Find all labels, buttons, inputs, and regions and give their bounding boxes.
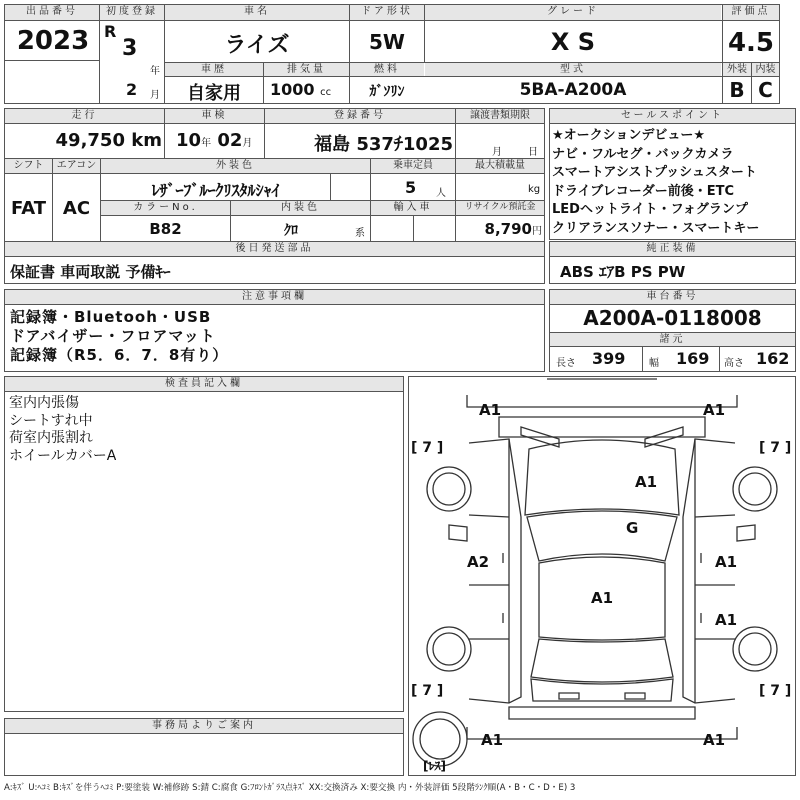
note-line: 記録簿・Bluetooh・USB: [10, 308, 212, 326]
registration-era: R: [104, 22, 117, 41]
damage-mark-windshield: G: [626, 519, 639, 537]
history-value: 自家用: [187, 83, 241, 104]
notes-list: [10, 308, 228, 365]
fuel-value: ｶﾞｿﾘﾝ: [369, 84, 405, 100]
note-line: 記録簿（R5．6．7．8有り）: [10, 346, 229, 364]
grade-value: X S: [550, 28, 596, 56]
exterior-color-value: ﾚｻﾞｰﾌﾞﾙｰｸﾘｽﾀﾙｼｬｲ: [151, 181, 280, 200]
score-label: 評価点: [723, 5, 779, 20]
exterior-grade-value: B: [729, 78, 745, 102]
first-registration-label: 初度登録: [100, 5, 164, 20]
height-label: 高さ: [724, 358, 744, 369]
door-label: ドア形状: [350, 5, 424, 20]
interior-color-label: 内装色: [231, 201, 370, 215]
history-label: 車歴: [165, 63, 263, 76]
interior-color-unit: 系: [355, 228, 365, 239]
spare-tire-label: [ﾚｽ]: [423, 759, 446, 773]
inspector-label: 検査員記入欄: [5, 377, 403, 391]
chassis-label: 車台番号: [550, 290, 795, 304]
recycle-label: リサイクル預託金: [456, 201, 544, 215]
car-name-label: 車名: [165, 5, 349, 20]
recycle-unit: 円: [532, 226, 542, 237]
equipment-label: 純正装備: [550, 242, 795, 256]
tire-depth-front-right: [ 7 ]: [759, 440, 792, 456]
note-line: ドアバイザー・フロアマット: [10, 327, 216, 345]
inspector-line: ホイールカバーA: [9, 447, 117, 464]
door-value: 5W: [369, 30, 405, 54]
displacement-label: 排気量: [264, 63, 349, 76]
displacement-number: 1000: [270, 80, 315, 99]
damage-mark-front-left-bumper: A1: [479, 401, 502, 419]
inspector-list: [9, 395, 116, 465]
ac-label: エアコン: [53, 159, 100, 173]
model-value: 5BA-A200A: [519, 80, 627, 100]
interior-grade-value: C: [758, 78, 773, 102]
inspector-line: 室内内張傷: [9, 395, 79, 411]
damage-mark-hood: A1: [635, 473, 658, 491]
chassis-value: A200A-0118008: [583, 306, 762, 330]
damage-mark-rear-left-bumper: A1: [481, 731, 504, 749]
width-label: 幅: [649, 358, 659, 369]
registration-month: 2: [126, 80, 138, 99]
damage-mark-left-side: A2: [467, 553, 490, 571]
shift-value: FAT: [10, 198, 47, 219]
vehicle-damage-diagram: [408, 376, 796, 776]
dims-label: 諸元: [550, 333, 795, 346]
length-label: 長さ: [556, 358, 576, 369]
model-label: 型式: [425, 63, 721, 76]
recycle-value: [456, 220, 542, 238]
capacity-label: 乗車定員: [371, 159, 455, 173]
interior-color-value: ｸﾛ: [284, 223, 298, 239]
exterior-grade-label: 外装: [723, 63, 751, 76]
color-no-value: B82: [149, 220, 182, 238]
capacity-unit: 人: [436, 188, 446, 199]
accessories-value: 保証書 車両取説 予備ｷｰ: [10, 263, 171, 281]
inspection-month: 02: [217, 130, 243, 151]
score-value: 4.5: [727, 28, 775, 58]
inspection-year-unit: 年: [201, 138, 212, 149]
color-no-label: カラーNo.: [101, 201, 230, 215]
sales-points-label: セールスポイント: [550, 109, 795, 123]
import-label: 輸入車: [371, 201, 455, 215]
sales-point-line: ナビ・フルセグ・バックカメラ: [552, 146, 734, 162]
registration-year: 3: [122, 36, 138, 61]
tire-depth-front-left: [ 7 ]: [411, 440, 444, 456]
grade-label: グレード: [425, 5, 721, 20]
fuel-label: 燃料: [350, 63, 424, 76]
notes-label: 注意事項欄: [5, 290, 544, 304]
lot-number-label: 出品番号: [5, 5, 99, 20]
mileage-label: 走行: [5, 109, 164, 123]
legend-text: A:ｷｽﾞ U:ﾍｺﾐ B:ｷｽﾞを伴うﾍｺﾐ P:要塗装 W:補修跡 S:錆 C:腐食 G:ﾌﾛﾝﾄｶﾞﾗｽ点ｷｽﾞ XX:交換済み X:要交換 内・外装評価 5段階ﾗﾝｸ順(A・B・C・D・E) 3: [4, 783, 576, 793]
recycle-number: 8,790: [484, 220, 532, 238]
displacement-unit: cc: [320, 87, 332, 98]
sales-point-line: クリアランスソナー・スマートキー: [552, 220, 760, 236]
reg-number-label: 登録番号: [265, 109, 455, 123]
inspector-line: 荷室内張割れ: [9, 430, 93, 446]
inspection-value: [176, 130, 264, 151]
transfer-deadline-label: 譲渡書類期限: [456, 109, 544, 123]
shift-label: シフト: [5, 159, 52, 173]
sales-point-line: ドライブレコーダー前後・ETC: [552, 183, 734, 199]
lot-number-value: 2023: [16, 26, 90, 56]
exterior-color-label: 外装色: [101, 159, 370, 173]
registration-month-unit: 月: [150, 90, 160, 101]
max-load-unit: kg: [528, 184, 541, 195]
damage-mark-right-side: A1: [715, 553, 738, 571]
displacement-value: [270, 80, 348, 99]
transfer-day: 日: [528, 147, 538, 158]
damage-mark-roof: A1: [591, 589, 614, 607]
max-load-label: 最大積載量: [456, 159, 544, 173]
registration-year-unit: 年: [150, 66, 160, 77]
damage-mark-right-rear-side: A1: [715, 611, 738, 629]
width-value: 169: [676, 349, 710, 368]
office-label: 事務局よりご案内: [5, 719, 403, 733]
inspection-year: 10: [176, 130, 202, 151]
sales-point-line: ★オークションデビュー★: [552, 128, 706, 143]
damage-mark-front-right-bumper: A1: [703, 401, 726, 419]
reg-number-value: 福島 537ﾁ1025: [314, 134, 453, 155]
tire-depth-rear-left: [ 7 ]: [411, 683, 444, 699]
interior-grade-label: 内装: [752, 63, 779, 76]
sales-point-line: スマートアシストプッシュスタート: [552, 165, 757, 180]
inspection-month-unit: 月: [242, 138, 253, 149]
length-value: 399: [592, 349, 626, 368]
equipment-value: ABS ｴｱB PS PW: [560, 263, 686, 281]
accessories-label: 後日発送部品: [5, 242, 544, 256]
height-value: 162: [756, 349, 790, 368]
damage-mark-rear-right-bumper: A1: [703, 731, 726, 749]
mileage-value: [5, 130, 162, 151]
sales-point-line: LEDヘットライト・フォグランプ: [552, 202, 748, 217]
mileage-unit: km: [131, 130, 162, 151]
car-name-value: ライズ: [224, 33, 290, 58]
ac-value: AC: [62, 198, 91, 219]
inspector-line: シートすれ中: [9, 412, 93, 429]
tire-depth-rear-right: [ 7 ]: [759, 683, 792, 699]
capacity-value: 5: [405, 178, 417, 197]
inspection-label: 車検: [165, 109, 264, 123]
transfer-month: 月: [492, 147, 502, 158]
car-outline-diagram: [409, 377, 795, 775]
mileage-number: 49,750: [55, 130, 125, 151]
sales-points-list: [552, 127, 796, 238]
